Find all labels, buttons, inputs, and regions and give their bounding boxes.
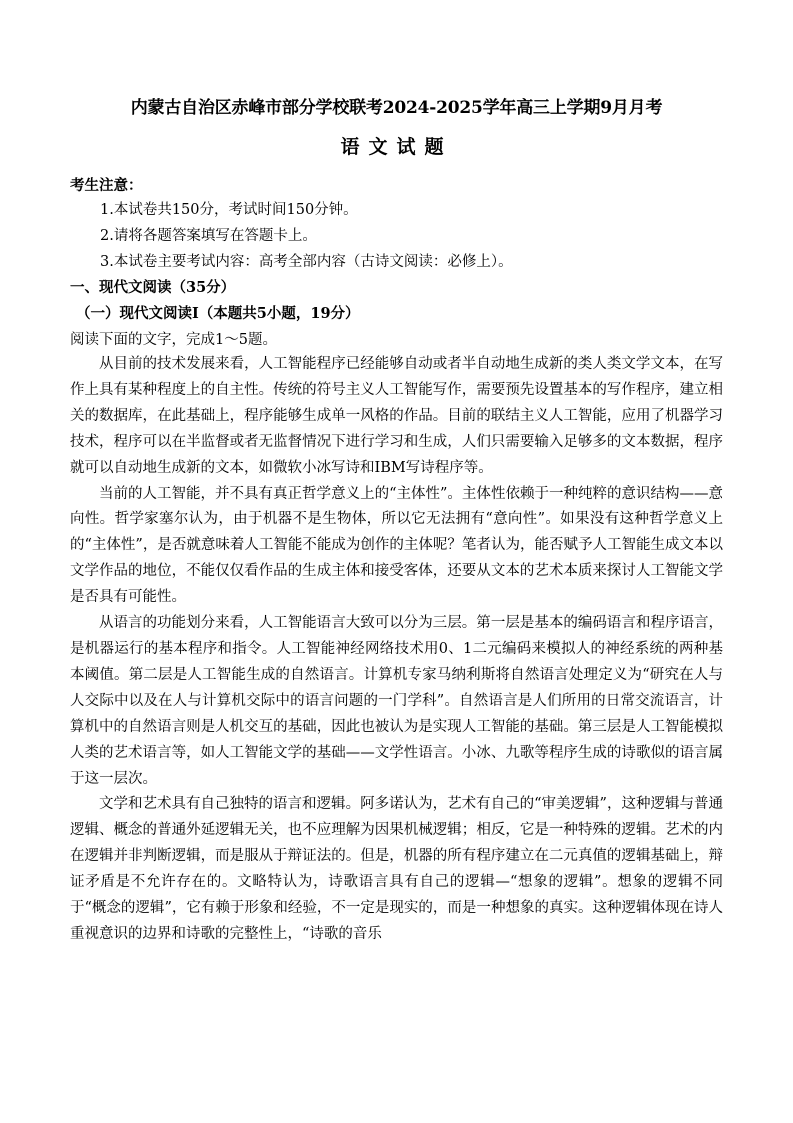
passage-paragraph-1: 从目前的技术发展来看，人工智能程序已经能够自动或者半自动地生成新的类人类文学文本，在写作上具有某种程度上的自主性。传统的符号主义人工智能写作，需要预先设置基本的写作程序，建立相关的数据库，在此基础上，程序能够生成单一风格的作品。目前的联结主义人工智能，应用了机器学习技术，程序可以在半监督或者无监督情况下进行学习和生成，人们只需要输入足够多的文本数据，程序就可以自动地生成新的文本，如微软小冰写诗和IBM写诗程序等。 <box>70 356 723 476</box>
exam-title: 内蒙古自治区赤峰市部分学校联考2024-2025学年高三上学期9月月考 <box>130 98 663 118</box>
candidate-notice <box>70 174 723 275</box>
passage-paragraph-3: 从语言的功能划分来看，人工智能语言大致可以分为三层。第一层是基本的编码语言和程序语言，是机器运行的基本程序和指令。人工智能神经网络技术用0、1二元编码来模拟人的神经系统的两种基本阈值。第二层是人工智能生成的自然语言。计算机专家马纳利斯将自然语言处理定义为“研究在人与人交际中以及在人与计算机交际中的语言问题的一门学科”。自然语言是人们所用的日常交流语言，计算机中的自然语言则是人机交互的基础，因此也被认为是实现人工智能的基础。第三层是人工智能模拟人类的艺术语言等，如人工智能文学的基础——文学性语言。小冰、九歌等程序生成的诗歌似的语言属于这一层次。 <box>70 615 723 787</box>
passage-paragraph-2: 当前的人工智能，并不具有真正哲学意义上的“主体性”。主体性依赖于一种纯粹的意识结构——意向性。哲学家塞尔认为，由于机器不是生物体，所以它无法拥有“意向性”。如果没有这种哲学意义上的“主体性”，是否就意味着人工智能不能成为创作的主体呢？笔者认为，能否赋予人工智能生成文本以文学作品的地位，不能仅仅看作品的生成主体和接受客体，还要从文本的艺术本质来探讨人工智能文学是否具有可能性。 <box>70 485 723 606</box>
notice-item-1: 1.本试卷共150分，考试时间150分钟。 <box>100 202 358 218</box>
notice-item-3: 3.本试卷主要考试内容：高考全部内容（古诗文阅读：必修上）。 <box>100 254 513 270</box>
exam-subtitle: 语文试题 <box>340 136 453 158</box>
section-modern-reading <box>70 276 723 948</box>
passage-paragraph-4: 文学和艺术具有自己独特的语言和逻辑。阿多诺认为，艺术有自己的“审美逻辑”，这种逻辑与普通逻辑、概念的普通外延逻辑无关，也不应理解为因果机械逻辑；相反，它是一种特殊的逻辑。艺术的内在逻辑并非判断逻辑，而是服从于辩证法的。但是，机器的所有程序建立在二元真值的逻辑基础上，辩证矛盾是不允许存在的。文略特认为，诗歌语言具有自己的逻辑—“想象的逻辑”。想象的逻辑不同于“概念的逻辑”，它有赖于形象和经验，不一定是现实的，而是一种想象的真实。这种逻辑体现在诗人重视意识的边界和诗歌的完整性上，“诗歌的音乐 <box>70 796 723 942</box>
reading-instruction: 阅读下面的文字，完成1～5题。 <box>70 332 277 348</box>
notice-heading: 考生注意： <box>70 177 143 194</box>
subsection-title: （一）现代文阅读Ⅰ（本题共5小题，19分） <box>76 305 360 322</box>
section-title: 一、现代文阅读（35分） <box>70 279 236 296</box>
notice-item-2: 2.请将各题答案填写在答题卡上。 <box>100 228 317 244</box>
